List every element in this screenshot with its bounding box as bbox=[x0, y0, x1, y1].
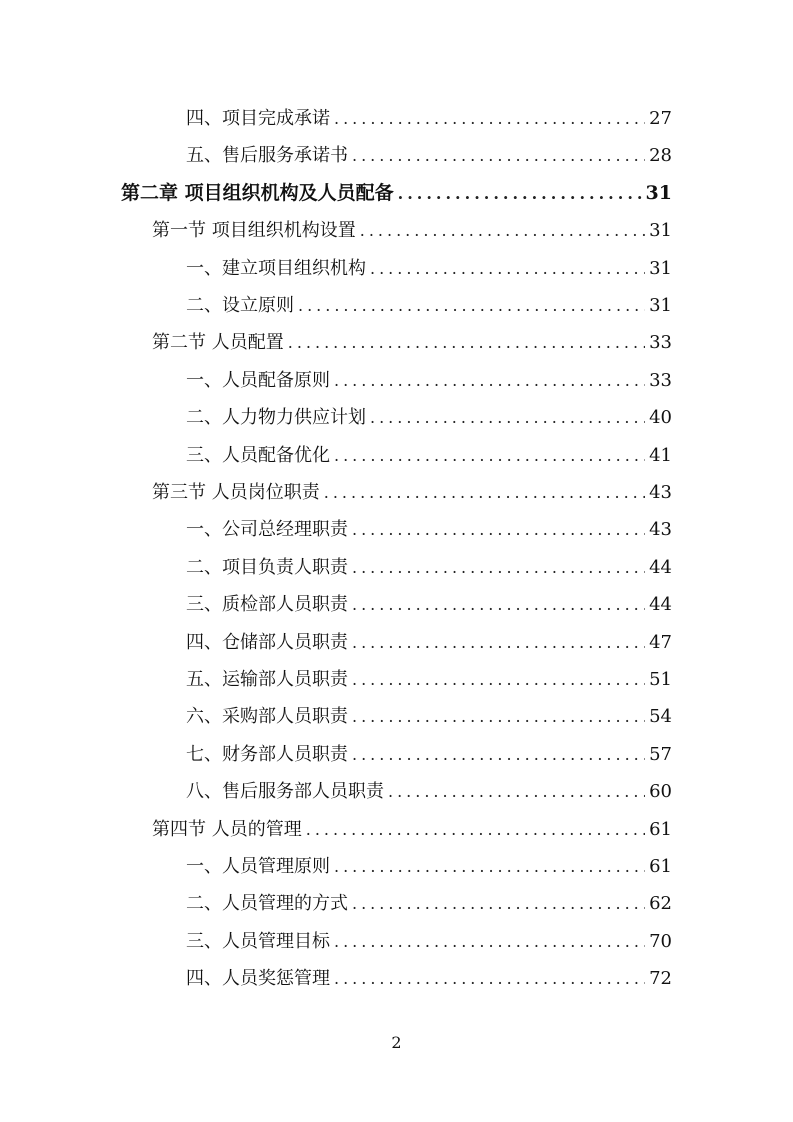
toc-entry-page: 31 bbox=[649, 294, 672, 316]
toc-entry-page: 43 bbox=[649, 481, 672, 503]
toc-leader-dots bbox=[334, 971, 645, 987]
toc-leader-dots bbox=[298, 298, 645, 314]
toc-leader-dots bbox=[352, 560, 645, 576]
toc-leader-dots bbox=[324, 485, 645, 501]
toc-entry-title: 一、人员配备原则 bbox=[186, 369, 330, 391]
toc-leader-dots bbox=[370, 410, 645, 426]
toc-entry-page: 51 bbox=[649, 668, 672, 690]
toc-entry[interactable] bbox=[152, 324, 672, 361]
toc-entry-page: 28 bbox=[649, 144, 672, 166]
toc-entry[interactable] bbox=[186, 250, 672, 287]
toc-entry-page: 61 bbox=[649, 855, 672, 877]
toc-leader-dots bbox=[334, 934, 645, 950]
toc-entry-title: 第一节 项目组织机构设置 bbox=[152, 219, 356, 241]
toc-entry-title: 第二节 人员配置 bbox=[152, 331, 284, 353]
toc-entry-page: 72 bbox=[649, 967, 672, 989]
toc-entry-page: 61 bbox=[649, 818, 672, 840]
toc-entry[interactable] bbox=[152, 811, 672, 848]
toc-entry-title: 一、公司总经理职责 bbox=[186, 518, 348, 540]
toc-entry-title: 六、采购部人员职责 bbox=[186, 705, 348, 727]
toc-entry-title: 四、项目完成承诺 bbox=[186, 107, 330, 129]
toc-entry-title: 第三节 人员岗位职责 bbox=[152, 481, 320, 503]
toc-entry-page: 44 bbox=[649, 556, 672, 578]
toc-entry-page: 70 bbox=[649, 930, 672, 952]
toc-entry-page: 44 bbox=[649, 593, 672, 615]
toc-entry-page: 47 bbox=[649, 631, 672, 653]
toc-entry[interactable] bbox=[186, 661, 672, 698]
toc-entry-page: 31 bbox=[649, 219, 672, 241]
toc-entry-page: 40 bbox=[649, 406, 672, 428]
toc-entry-page: 33 bbox=[649, 369, 672, 391]
toc-entry[interactable] bbox=[121, 175, 672, 212]
toc-entry[interactable] bbox=[186, 511, 672, 548]
toc-leader-dots bbox=[334, 859, 645, 875]
toc-entry-page: 33 bbox=[649, 331, 672, 353]
toc-leader-dots bbox=[360, 223, 645, 239]
toc-leader-dots bbox=[352, 148, 645, 164]
page-number: 2 bbox=[391, 1033, 402, 1052]
toc-entry-title: 三、人员管理目标 bbox=[186, 930, 330, 952]
toc-entry[interactable] bbox=[186, 437, 672, 474]
toc-entry[interactable] bbox=[186, 624, 672, 661]
toc-entry-title: 二、项目负责人职责 bbox=[186, 556, 348, 578]
toc-entry-title: 二、人员管理的方式 bbox=[186, 892, 348, 914]
toc-leader-dots bbox=[334, 373, 645, 389]
toc-entry-page: 27 bbox=[649, 107, 672, 129]
toc-entry-title: 第四节 人员的管理 bbox=[152, 818, 302, 840]
toc-entry[interactable] bbox=[186, 362, 672, 399]
toc-leader-dots bbox=[352, 747, 645, 763]
toc-entry[interactable] bbox=[186, 549, 672, 586]
toc-entry[interactable] bbox=[186, 399, 672, 436]
toc-leader-dots bbox=[352, 635, 645, 651]
toc-leader-dots bbox=[288, 335, 645, 351]
toc-entry[interactable] bbox=[186, 960, 672, 997]
toc-entry[interactable] bbox=[186, 100, 672, 137]
toc-leader-dots bbox=[352, 597, 645, 613]
toc-entry-page: 31 bbox=[649, 257, 672, 279]
toc-entry-page: 43 bbox=[649, 518, 672, 540]
toc-entry[interactable] bbox=[186, 287, 672, 324]
toc-entry[interactable] bbox=[152, 474, 672, 511]
toc-entry-page: 62 bbox=[649, 892, 672, 914]
toc-entry[interactable] bbox=[186, 885, 672, 922]
toc-leader-dots bbox=[334, 448, 645, 464]
toc-entry-title: 七、财务部人员职责 bbox=[186, 743, 348, 765]
toc-entry-page: 54 bbox=[649, 705, 672, 727]
toc-leader-dots bbox=[352, 709, 645, 725]
toc-entry-title: 第二章 项目组织机构及人员配备 bbox=[121, 182, 394, 204]
toc-entry[interactable] bbox=[186, 586, 672, 623]
toc-leader-dots bbox=[334, 111, 645, 127]
toc-entry-title: 三、质检部人员职责 bbox=[186, 593, 348, 615]
toc-entry-title: 八、售后服务部人员职责 bbox=[186, 780, 384, 802]
toc-entry-page: 60 bbox=[649, 780, 672, 802]
toc-leader-dots bbox=[352, 672, 645, 688]
toc-entry-title: 五、运输部人员职责 bbox=[186, 668, 348, 690]
toc-leader-dots bbox=[398, 186, 642, 202]
toc-leader-dots bbox=[388, 784, 645, 800]
toc-entry-title: 五、售后服务承诺书 bbox=[186, 144, 348, 166]
toc-entry-title: 二、人力物力供应计划 bbox=[186, 406, 366, 428]
toc-entry[interactable] bbox=[186, 848, 672, 885]
toc-entry-page: 31 bbox=[645, 182, 672, 204]
toc-entry-title: 四、仓储部人员职责 bbox=[186, 631, 348, 653]
toc-entry-page: 41 bbox=[649, 444, 672, 466]
toc-leader-dots bbox=[352, 896, 645, 912]
toc-leader-dots bbox=[306, 822, 645, 838]
toc-entry-title: 三、人员配备优化 bbox=[186, 444, 330, 466]
toc-entry-title: 二、设立原则 bbox=[186, 294, 294, 316]
toc-leader-dots bbox=[370, 261, 645, 277]
toc-entry[interactable] bbox=[186, 736, 672, 773]
toc-leader-dots bbox=[352, 522, 645, 538]
toc-entry[interactable] bbox=[186, 773, 672, 810]
toc-entry[interactable] bbox=[186, 137, 672, 174]
toc-entry[interactable] bbox=[152, 212, 672, 249]
toc-entry-title: 一、人员管理原则 bbox=[186, 855, 330, 877]
toc-entry-title: 一、建立项目组织机构 bbox=[186, 257, 366, 279]
toc-entry-title: 四、人员奖惩管理 bbox=[186, 967, 330, 989]
toc-entry[interactable] bbox=[186, 923, 672, 960]
toc-entry[interactable] bbox=[186, 698, 672, 735]
toc-entry-page: 57 bbox=[649, 743, 672, 765]
